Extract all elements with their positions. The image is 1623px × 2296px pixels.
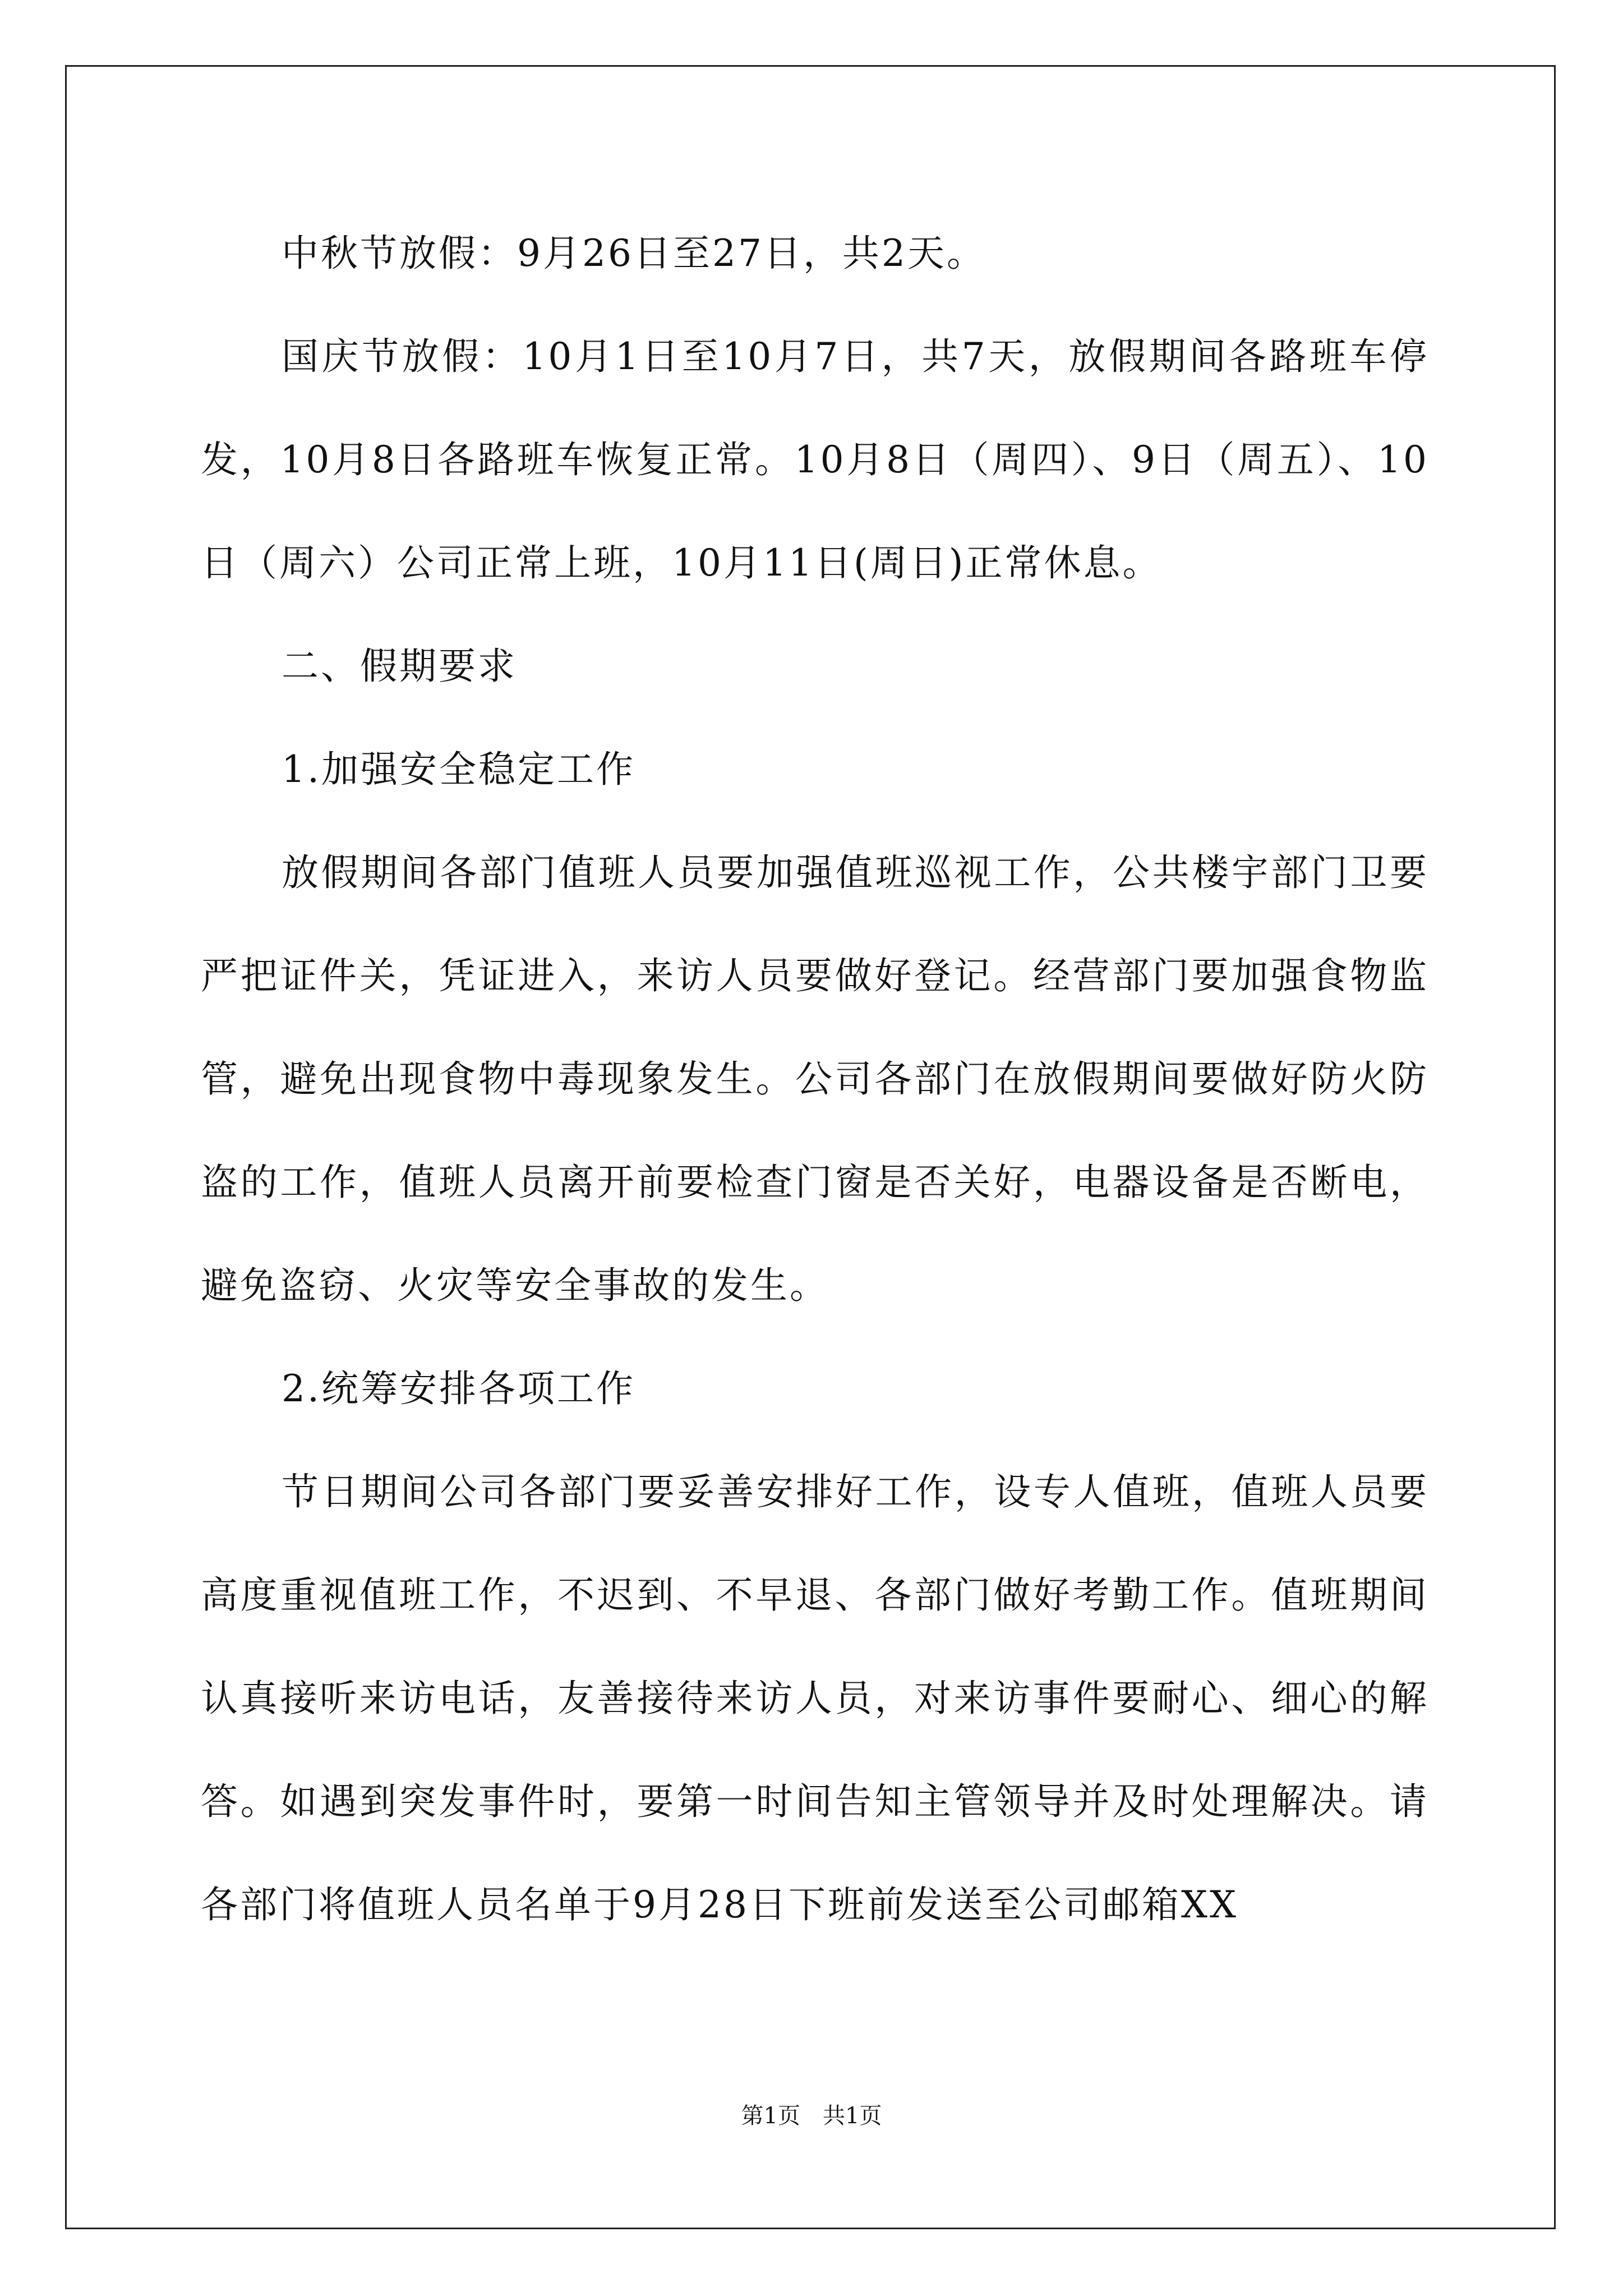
subheading-arrangements: 2.统筹安排各项工作 bbox=[282, 1367, 635, 1410]
paragraph-national-day-holiday: 国庆节放假：10月1日至10月7日，共7天，放假期间各路班车停发，10月8日各路班车恢复正常。10月8日（周四）、9日（周五）、10日（周六）公司正常上班，10月11日(周日)正常休息。 bbox=[201, 335, 1429, 585]
document-body bbox=[201, 202, 1429, 1957]
section-heading-holiday-requirements: 二、假期要求 bbox=[282, 645, 517, 688]
paragraph-arrangements: 节日期间公司各部门要妥善安排好工作，设专人值班，值班人员要高度重视值班工作，不迟到、不早退、各部门做好考勤工作。值班期间认真接听来访电话，友善接待来访人员，对来访事件要耐心、细心的解答。如遇到突发事件时，要第一时间告知主管领导并及时处理解决。请各部门将值班人员名单于9月28日下班前发送至公司邮箱XX bbox=[201, 1470, 1429, 1926]
paragraph-safety: 放假期间各部门值班人员要加强值班巡视工作，公共楼宇部门卫要严把证件关，凭证进入，来访人员要做好登记。经营部门要加强食物监管，避免出现食物中毒现象发生。公司各部门在放假期间要做好防火防盗的工作，值班人员离开前要检查门窗是否关好，电器设备是否断电，避免盗窃、火灾等安全事故的发生。 bbox=[201, 851, 1429, 1307]
page-footer: 第1页 共1页 bbox=[741, 2103, 882, 2129]
subheading-safety: 1.加强安全稳定工作 bbox=[282, 748, 635, 791]
paragraph-mid-autumn-holiday: 中秋节放假：9月26日至27日，共2天。 bbox=[282, 232, 986, 275]
